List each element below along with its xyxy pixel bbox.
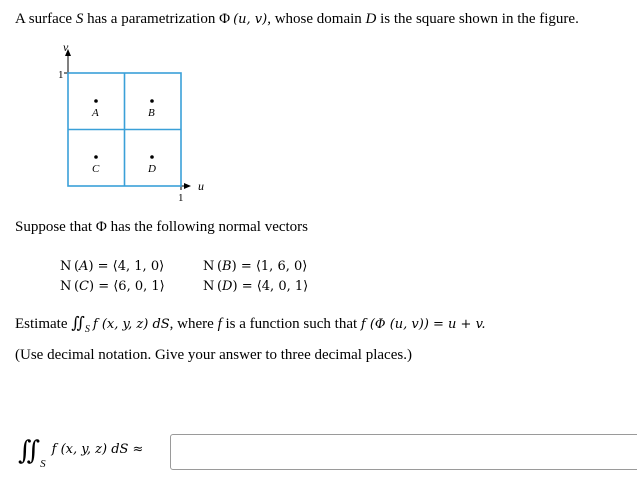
point-a-dot — [94, 99, 98, 103]
problem-statement: A surface S has a parametrization Φ (u, v), whose domain D is the square shown in the figure. — [15, 11, 579, 27]
answer-label: $∬_S$ $^{f (x, y, z) dS \approx}$ — [18, 436, 144, 471]
normal-c: N (C) = ⟨6, 0, 1⟩ — [60, 279, 165, 294]
domain-figure — [0, 0, 637, 220]
answer-integral-symbol: ∬ — [18, 436, 41, 466]
normal-d: N (D) = ⟨4, 0, 1⟩ — [203, 279, 309, 294]
u-axis-label: u — [198, 179, 204, 193]
v-tick-label: 1 — [58, 69, 64, 81]
u-axis-arrow-icon — [184, 183, 191, 189]
estimate-statement: Estimate $∬_S$ f (x, y, z) dS, where f is a function such that f (Φ (u, v)) = u + v. — [15, 315, 486, 335]
point-a-label: A — [92, 107, 99, 119]
double-integral-symbol: ∬ — [71, 315, 85, 332]
point-d-label: D — [148, 163, 156, 175]
u-tick-label: 1 — [178, 192, 184, 204]
point-c-dot — [94, 155, 98, 159]
point-c-label: C — [92, 163, 100, 175]
normal-b: N (B) = ⟨1, 6, 0⟩ — [203, 259, 308, 274]
v-axis-label: v — [63, 40, 69, 54]
point-b-label: B — [148, 107, 155, 119]
answer-expression: f (x, y, z) dS ≈ — [51, 442, 144, 457]
point-d-dot — [150, 155, 154, 159]
answer-input[interactable] — [170, 434, 637, 470]
param-symbol: Φ — [219, 11, 231, 27]
point-b-dot — [150, 99, 154, 103]
normals-intro: Suppose that Φ has the following normal vectors — [15, 219, 309, 235]
surface-symbol: S — [75, 11, 84, 27]
normal-a: N (A) = ⟨4, 1, 0⟩ — [60, 259, 165, 274]
instruction-text: (Use decimal notation. Give your answer to three decimal places.) — [15, 347, 412, 363]
